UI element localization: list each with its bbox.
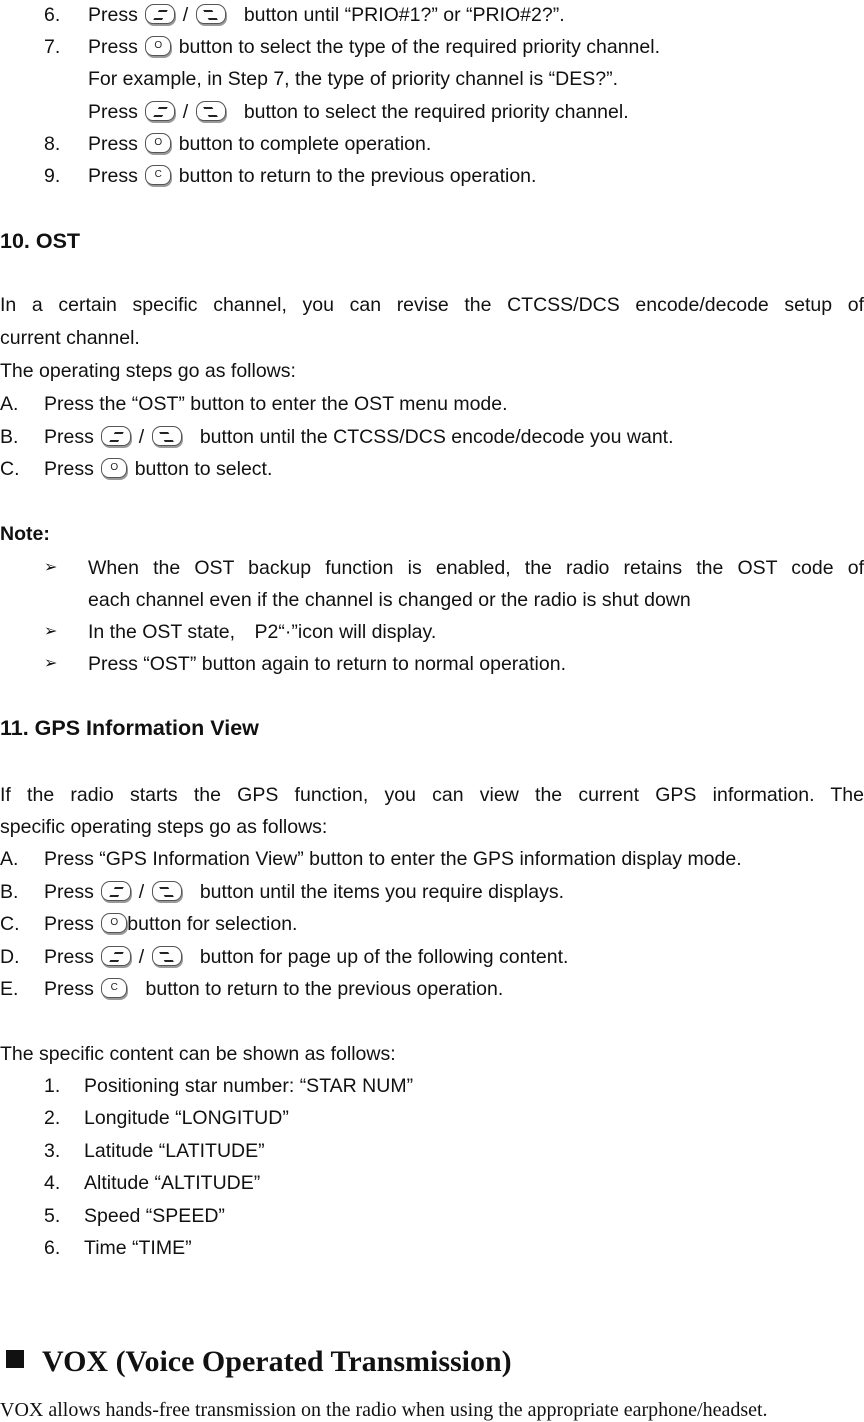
square-bullet-icon: [6, 1350, 24, 1368]
ok-key-icon: O: [101, 458, 127, 478]
left-arrow-key-icon: [101, 946, 131, 966]
left-arrow-key-icon: [145, 4, 175, 24]
left-arrow-key-icon: [101, 426, 131, 446]
arrow-bullet-icon: ➢: [44, 655, 58, 672]
right-arrow-key-icon: [152, 881, 182, 901]
gps-paragraph-line-1: If the radio starts the GPS function, you can view the current GPS information. The: [0, 784, 864, 806]
note-label: Note:: [0, 523, 50, 545]
vox-description: VOX allows hands-free transmission on the radio when using the appropriate earphone/headset.: [0, 1399, 768, 1421]
arrow-bullet-icon: ➢: [44, 623, 58, 640]
clear-key-icon: C: [101, 978, 127, 998]
step-7-select: Press / button to select the required priority channel.: [88, 101, 629, 123]
ost-steps-intro: The operating steps go as follows:: [0, 360, 296, 382]
ok-key-icon: O: [145, 36, 171, 56]
step-7-example: For example, in Step 7, the type of priority channel is “DES?”.: [88, 68, 618, 90]
note-item-1-line-2: each channel even if the channel is changed or the radio is shut down: [88, 589, 691, 611]
right-arrow-key-icon: [196, 101, 226, 121]
vox-heading: VOX (Voice Operated Transmission): [6, 1344, 512, 1380]
gps-content-intro: The specific content can be shown as follows:: [0, 1043, 396, 1065]
ok-key-icon: O: [145, 133, 171, 153]
gps-paragraph-line-2: specific operating steps go as follows:: [0, 816, 328, 838]
arrow-bullet-icon: ➢: [44, 559, 58, 576]
right-arrow-key-icon: [196, 4, 226, 24]
ost-heading: 10. OST: [0, 229, 81, 253]
ost-paragraph-line-2: current channel.: [0, 327, 140, 349]
right-arrow-key-icon: [152, 946, 182, 966]
right-arrow-key-icon: [152, 426, 182, 446]
ok-key-icon: O: [101, 913, 127, 933]
gps-heading: 11. GPS Information View: [0, 716, 259, 740]
left-arrow-key-icon: [101, 881, 131, 901]
note-item-1-line-1: When the OST backup function is enabled, the radio retains the OST code of: [88, 557, 864, 579]
clear-key-icon: C: [145, 165, 171, 185]
ost-paragraph-line-1: In a certain specific channel, you can revise the CTCSS/DCS encode/decode setup of: [0, 294, 864, 316]
manual-page: 6. Press / button until “PRIO#1?” or “PRIO#2?”. 7. Press O button to select the type of the required priority channel. For example, in Step 7, the type of priority channel is “DES?”. Press / button to select the required priority channel. 8. Press O button to complete operation. 9. Press C button to return to the previous operation. 10. OST In a certain specific channel, you can revise the CTCSS/DCS encode/decode setup of current channel. The operating steps go as follows: A. Press the “OST” button to enter the OST menu mode. B. Press / button until the CTCSS/DCS encode/decode you want. C. Press O button to select. Note: ➢ When the OST backup function is enabled, the radio retains the OST code of each channel even if the channel is changed or the radio is shut down ➢ In the OST state, P2“·”icon will display. ➢ Press “OST” button again to return to normal operation. 11. GPS Information View If the radio starts the GPS function, you can view the current GPS information. The specific operating steps go as follows: A. Press “GPS Information View” button to enter the GPS information display mode. B. Press / button until the items you require displays. C. Press O button for selection. D. Press / button for page up of the following content. E. Press C button to return to the previous operation. The specific content can be shown as follows: 1. Positioning star number: “STAR NUM” 2. Longitude “LONGITUD” 3. Latitude “LATITUDE” 4. Altitude “ALTITUDE” 5. Speed “SPEED” 6. Time “TIME” VOX (Voice Operated Transmission) VOX allows hands-free transmission on the radio when using the appropriate earphone/headset.: [0, 4, 864, 1421]
left-arrow-key-icon: [145, 101, 175, 121]
